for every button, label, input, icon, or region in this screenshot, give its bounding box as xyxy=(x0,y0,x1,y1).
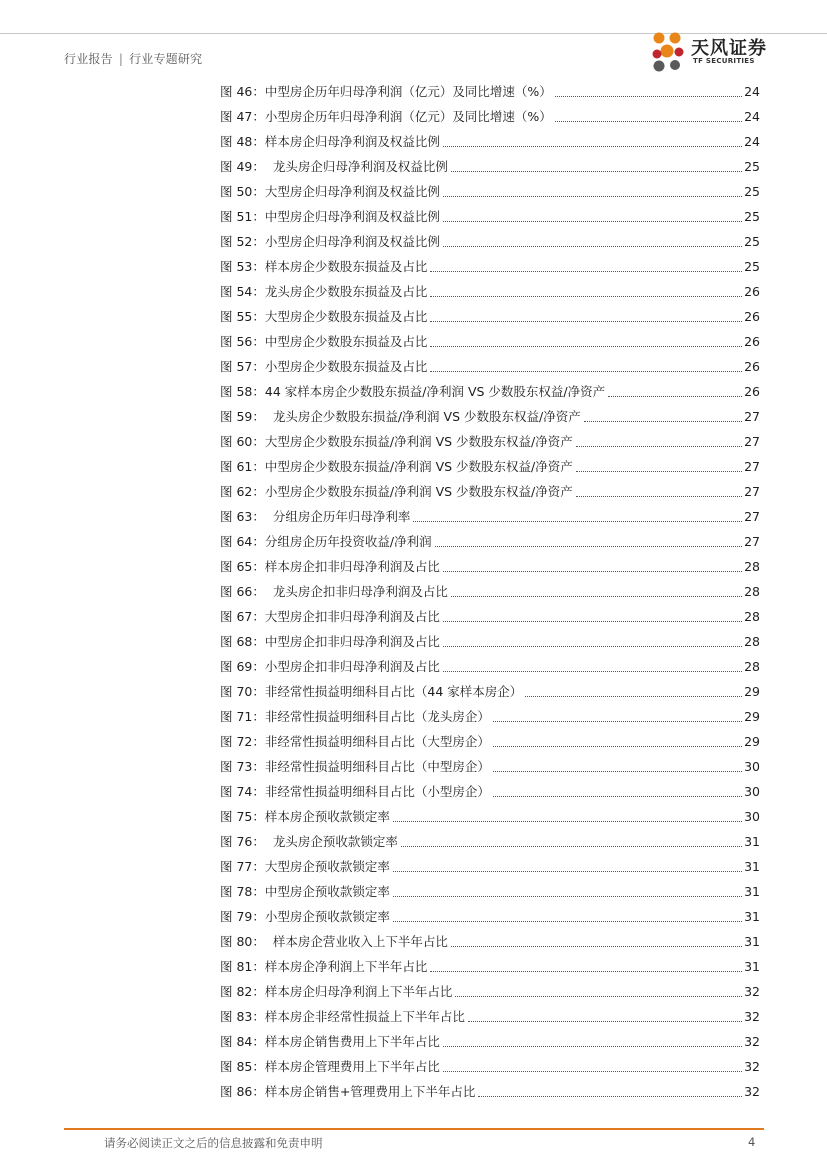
toc-entry[interactable] xyxy=(220,877,760,902)
figure-title: 小型房企少数股东损益/净利润 VS 少数股东权益/净资产 xyxy=(264,484,573,499)
figure-page-number: 24 xyxy=(744,109,760,124)
toc-entry[interactable] xyxy=(220,727,760,752)
figure-number: 图 55： xyxy=(220,309,265,324)
figure-title: 小型房企少数股东损益及占比 xyxy=(264,359,428,374)
figure-number: 图 51： xyxy=(220,209,265,224)
figure-title: 分组房企历年投资收益/净利润 xyxy=(264,534,432,549)
figure-page-number: 32 xyxy=(744,984,760,999)
figure-number: 图 82： xyxy=(220,984,265,999)
figure-page-number: 32 xyxy=(744,1034,760,1049)
figure-number: 图 79： xyxy=(220,909,265,924)
figure-number: 图 64： xyxy=(220,534,265,549)
figure-page-number: 25 xyxy=(744,159,760,174)
toc-entry[interactable] xyxy=(220,102,760,127)
figure-number: 图 85： xyxy=(220,1059,265,1074)
figure-page-number: 28 xyxy=(744,584,760,599)
figure-page-number: 26 xyxy=(744,359,760,374)
dot-leader xyxy=(430,270,742,272)
figure-title: 小型房企扣非归母净利润及占比 xyxy=(264,659,440,674)
dot-leader xyxy=(555,120,742,122)
figure-number: 图 78： xyxy=(220,884,265,899)
toc-entry[interactable] xyxy=(220,702,760,727)
figure-number: 图 80： xyxy=(220,934,265,949)
dot-leader xyxy=(443,1070,742,1072)
toc-entry[interactable] xyxy=(220,77,760,102)
figure-page-number: 26 xyxy=(744,284,760,299)
report-category: 行业报告 xyxy=(64,52,113,66)
figure-page-number: 25 xyxy=(744,209,760,224)
toc-entry[interactable] xyxy=(220,902,760,927)
dot-leader xyxy=(443,670,742,672)
figure-number: 图 83： xyxy=(220,1009,265,1024)
figure-number: 图 50： xyxy=(220,184,265,199)
dot-leader xyxy=(455,995,742,997)
figure-title: 大型房企预收款锁定率 xyxy=(264,859,390,874)
toc-entry[interactable] xyxy=(220,552,760,577)
figure-number: 图 59： xyxy=(220,409,265,424)
dot-leader xyxy=(451,945,742,947)
toc-entry[interactable] xyxy=(220,677,760,702)
figure-page-number: 31 xyxy=(744,884,760,899)
dot-leader xyxy=(430,295,742,297)
figure-page-number: 30 xyxy=(744,784,760,799)
figure-number: 图 47： xyxy=(220,109,265,124)
toc-entry[interactable] xyxy=(220,377,760,402)
figure-number: 图 68： xyxy=(220,634,265,649)
figure-title: 样本房企预收款锁定率 xyxy=(264,809,390,824)
figure-title: 样本房企净利润上下半年占比 xyxy=(264,959,428,974)
figure-number: 图 67： xyxy=(220,609,265,624)
figure-title: 样本房企归母净利润上下半年占比 xyxy=(264,984,453,999)
toc-entry[interactable] xyxy=(220,602,760,627)
dot-leader xyxy=(413,520,742,522)
figure-page-number: 26 xyxy=(744,384,760,399)
dot-leader xyxy=(478,1095,742,1097)
figure-page-number: 26 xyxy=(744,334,760,349)
report-breadcrumb xyxy=(64,50,202,67)
figure-number: 图 52： xyxy=(220,234,265,249)
dot-leader xyxy=(443,620,742,622)
toc-entry[interactable] xyxy=(220,777,760,802)
figure-page-number: 27 xyxy=(744,459,760,474)
flower-logo-icon xyxy=(650,30,690,74)
figure-title: 样本房企销售+管理费用上下半年占比 xyxy=(264,1084,476,1099)
figure-title: 小型房企预收款锁定率 xyxy=(264,909,390,924)
figure-title: 非经常性损益明细科目占比（中型房企） xyxy=(264,759,490,774)
figure-page-number: 25 xyxy=(744,259,760,274)
dot-leader xyxy=(443,1045,742,1047)
figure-number: 图 49： xyxy=(220,159,265,174)
figure-page-number: 27 xyxy=(744,484,760,499)
figure-number: 图 57： xyxy=(220,359,265,374)
figure-page-number: 31 xyxy=(744,859,760,874)
toc-entry[interactable] xyxy=(220,752,760,777)
figure-title: 样本房企营业收入上下半年占比 xyxy=(264,934,448,949)
figure-title: 中型房企预收款锁定率 xyxy=(264,884,390,899)
figure-title: 样本房企非经常性损益上下半年占比 xyxy=(264,1009,465,1024)
tf-securities-logo xyxy=(650,30,780,74)
figure-title: 中型房企归母净利润及权益比例 xyxy=(264,209,440,224)
figure-page-number: 32 xyxy=(744,1009,760,1024)
dot-leader xyxy=(555,95,742,97)
figure-title: 样本房企少数股东损益及占比 xyxy=(264,259,428,274)
figure-number: 图 61： xyxy=(220,459,265,474)
figure-title: 样本房企管理费用上下半年占比 xyxy=(264,1059,440,1074)
dot-leader xyxy=(576,495,742,497)
figure-page-number: 28 xyxy=(744,634,760,649)
figure-number: 图 63： xyxy=(220,509,265,524)
toc-entry[interactable] xyxy=(220,327,760,352)
figure-number: 图 54： xyxy=(220,284,265,299)
dot-leader xyxy=(393,870,742,872)
toc-entry[interactable] xyxy=(220,202,760,227)
figure-page-number: 30 xyxy=(744,759,760,774)
figure-title: 大型房企少数股东损益/净利润 VS 少数股东权益/净资产 xyxy=(264,434,573,449)
figure-number: 图 60： xyxy=(220,434,265,449)
dot-leader xyxy=(443,145,742,147)
toc-entry[interactable] xyxy=(220,227,760,252)
figure-page-number: 28 xyxy=(744,609,760,624)
figure-title: 中型房企少数股东损益/净利润 VS 少数股东权益/净资产 xyxy=(264,459,573,474)
figure-page-number: 31 xyxy=(744,909,760,924)
toc-entry[interactable] xyxy=(220,827,760,852)
dot-leader xyxy=(451,595,742,597)
toc-entry[interactable] xyxy=(220,402,760,427)
figure-title: 非经常性损益明细科目占比（小型房企） xyxy=(264,784,490,799)
figure-page-number: 25 xyxy=(744,234,760,249)
dot-leader xyxy=(430,345,742,347)
figure-number: 图 53： xyxy=(220,259,265,274)
figure-number: 图 81： xyxy=(220,959,265,974)
toc-entry[interactable] xyxy=(220,802,760,827)
figure-number: 图 46： xyxy=(220,84,265,99)
dot-leader xyxy=(393,820,742,822)
dot-leader xyxy=(576,470,742,472)
figure-number: 图 70： xyxy=(220,684,265,699)
figure-number: 图 75： xyxy=(220,809,265,824)
figure-number: 图 62： xyxy=(220,484,265,499)
toc-entry[interactable] xyxy=(220,152,760,177)
toc-entry[interactable] xyxy=(220,652,760,677)
figure-page-number: 31 xyxy=(744,834,760,849)
figure-number: 图 58： xyxy=(220,384,265,399)
figure-title: 中型房企扣非归母净利润及占比 xyxy=(264,634,440,649)
figure-number: 图 56： xyxy=(220,334,265,349)
figure-number: 图 65： xyxy=(220,559,265,574)
toc-entry[interactable] xyxy=(220,502,760,527)
figure-title: 小型房企历年归母净利润（亿元）及同比增速（%） xyxy=(264,109,552,124)
figure-title: 龙头房企少数股东损益及占比 xyxy=(264,284,428,299)
figure-page-number: 29 xyxy=(744,684,760,699)
dot-leader xyxy=(525,695,742,697)
dot-leader xyxy=(443,220,742,222)
dot-leader xyxy=(435,545,742,547)
figure-page-number: 27 xyxy=(744,509,760,524)
toc-entry[interactable] xyxy=(220,127,760,152)
figure-number: 图 77： xyxy=(220,859,265,874)
figure-title: 大型房企归母净利润及权益比例 xyxy=(264,184,440,199)
figure-number: 图 84： xyxy=(220,1034,265,1049)
figure-title: 样本房企销售费用上下半年占比 xyxy=(264,1034,440,1049)
dot-leader xyxy=(430,370,742,372)
dot-leader xyxy=(443,570,742,572)
logo-name-en: TF SECURITIES xyxy=(693,57,755,65)
figure-page-number: 31 xyxy=(744,959,760,974)
figure-title: 大型房企扣非归母净利润及占比 xyxy=(264,609,440,624)
dot-leader xyxy=(443,245,742,247)
figure-page-number: 27 xyxy=(744,534,760,549)
figure-number: 图 69： xyxy=(220,659,265,674)
dot-leader xyxy=(443,195,742,197)
figure-title: 分组房企历年归母净利率 xyxy=(264,509,411,524)
figure-number: 图 72： xyxy=(220,734,265,749)
toc-entry[interactable] xyxy=(220,527,760,552)
figure-page-number: 30 xyxy=(744,809,760,824)
figure-page-number: 32 xyxy=(744,1059,760,1074)
figure-number: 图 74： xyxy=(220,784,265,799)
dot-leader xyxy=(493,795,742,797)
dot-leader xyxy=(393,895,742,897)
figure-page-number: 24 xyxy=(744,84,760,99)
toc-entry[interactable] xyxy=(220,1052,760,1077)
toc-entry[interactable] xyxy=(220,302,760,327)
figure-page-number: 28 xyxy=(744,559,760,574)
figure-page-number: 27 xyxy=(744,434,760,449)
toc-entry[interactable] xyxy=(220,952,760,977)
footer-disclaimer: 请务必阅读正文之后的信息披露和免责申明 xyxy=(104,1136,323,1150)
toc-entry[interactable] xyxy=(220,452,760,477)
figure-title: 龙头房企扣非归母净利润及占比 xyxy=(264,584,448,599)
figure-number: 图 66： xyxy=(220,584,265,599)
toc-entry[interactable] xyxy=(220,927,760,952)
figure-title: 非经常性损益明细科目占比（44 家样本房企） xyxy=(264,684,523,699)
figure-number: 图 48： xyxy=(220,134,265,149)
figure-title: 44 家样本房企少数股东损益/净利润 VS 少数股东权益/净资产 xyxy=(264,384,606,399)
dot-leader xyxy=(493,720,742,722)
breadcrumb-separator: | xyxy=(118,52,124,66)
figure-number: 图 76： xyxy=(220,834,265,849)
figure-title: 大型房企少数股东损益及占比 xyxy=(264,309,428,324)
figure-title: 非经常性损益明细科目占比（龙头房企） xyxy=(264,709,490,724)
figure-title: 样本房企归母净利润及权益比例 xyxy=(264,134,440,149)
figure-page-number: 29 xyxy=(744,734,760,749)
dot-leader xyxy=(443,645,742,647)
dot-leader xyxy=(401,845,742,847)
figure-page-number: 27 xyxy=(744,409,760,424)
dot-leader xyxy=(493,770,742,772)
figure-page-number: 31 xyxy=(744,934,760,949)
dot-leader xyxy=(493,745,742,747)
figure-page-number: 29 xyxy=(744,709,760,724)
dot-leader xyxy=(584,420,742,422)
dot-leader xyxy=(576,445,742,447)
figure-number: 图 71： xyxy=(220,709,265,724)
dot-leader xyxy=(430,970,742,972)
toc-entry[interactable] xyxy=(220,277,760,302)
figure-title: 样本房企扣非归母净利润及占比 xyxy=(264,559,440,574)
figure-page-number: 25 xyxy=(744,184,760,199)
figure-page-number: 28 xyxy=(744,659,760,674)
dot-leader xyxy=(608,395,742,397)
figure-page-number: 24 xyxy=(744,134,760,149)
page-number: 4 xyxy=(748,1135,756,1149)
figure-title: 小型房企归母净利润及权益比例 xyxy=(264,234,440,249)
figure-title: 龙头房企预收款锁定率 xyxy=(264,834,398,849)
toc-entry[interactable] xyxy=(220,352,760,377)
toc-entry[interactable] xyxy=(220,577,760,602)
logo-name-cn: 天风证券 xyxy=(691,38,767,59)
figure-page-number: 32 xyxy=(744,1084,760,1099)
dot-leader xyxy=(430,320,742,322)
toc-entry[interactable] xyxy=(220,427,760,452)
figure-number: 图 73： xyxy=(220,759,265,774)
figure-page-number: 26 xyxy=(744,309,760,324)
toc-entry[interactable] xyxy=(220,852,760,877)
dot-leader xyxy=(393,920,742,922)
toc-entry[interactable] xyxy=(220,627,760,652)
figure-title: 中型房企少数股东损益及占比 xyxy=(264,334,428,349)
figure-list xyxy=(220,77,760,1102)
toc-entry[interactable] xyxy=(220,1077,760,1102)
figure-title: 龙头房企归母净利润及权益比例 xyxy=(264,159,448,174)
figure-number: 图 86： xyxy=(220,1084,265,1099)
report-subcategory: 行业专题研究 xyxy=(129,52,203,66)
toc-entry[interactable] xyxy=(220,177,760,202)
footer-divider xyxy=(64,1128,764,1130)
toc-entry[interactable] xyxy=(220,977,760,1002)
figure-title: 龙头房企少数股东损益/净利润 VS 少数股东权益/净资产 xyxy=(264,409,581,424)
toc-entry[interactable] xyxy=(220,477,760,502)
figure-title: 中型房企历年归母净利润（亿元）及同比增速（%） xyxy=(264,84,552,99)
toc-entry[interactable] xyxy=(220,1002,760,1027)
toc-entry[interactable] xyxy=(220,1027,760,1052)
toc-entry[interactable] xyxy=(220,252,760,277)
figure-title: 非经常性损益明细科目占比（大型房企） xyxy=(264,734,490,749)
dot-leader xyxy=(451,170,742,172)
dot-leader xyxy=(468,1020,742,1022)
